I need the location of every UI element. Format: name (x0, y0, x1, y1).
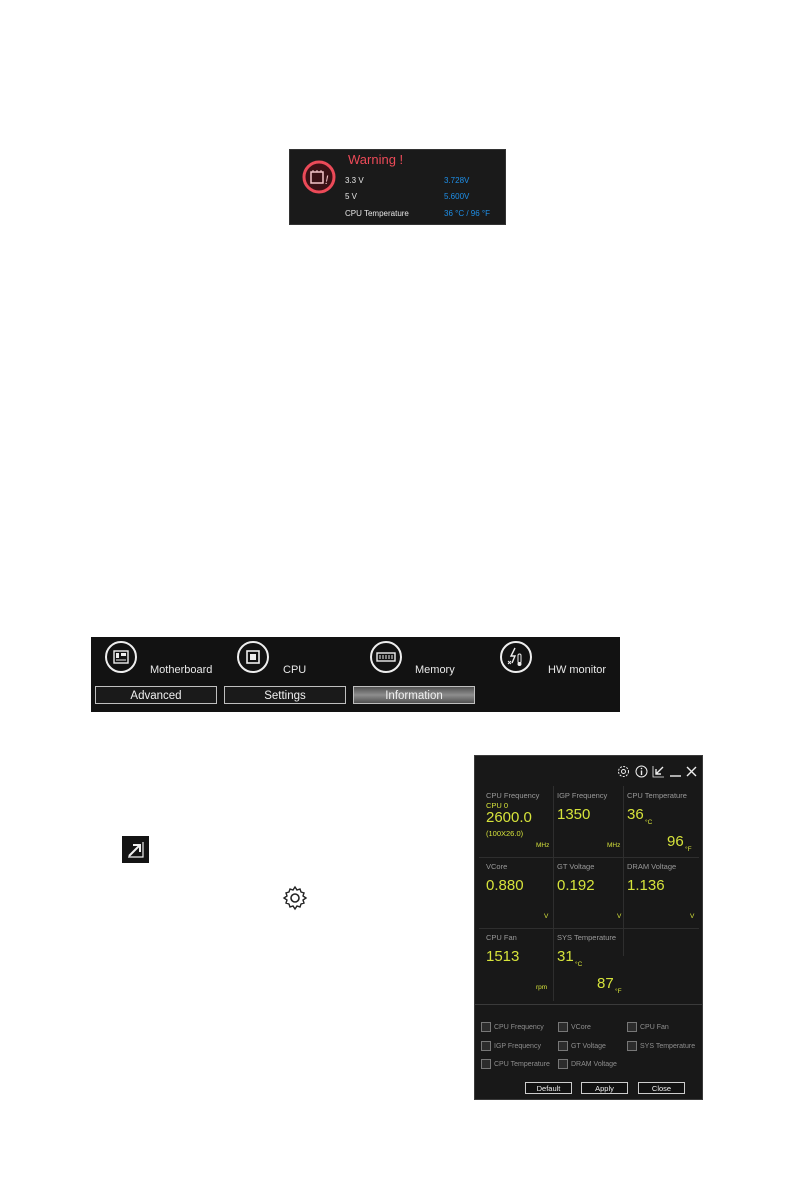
memory-icon (369, 640, 403, 674)
menu-item-label: HW monitor (548, 664, 607, 676)
gear-icon (282, 885, 308, 911)
metric-unit-secondary: °F (615, 988, 622, 995)
metric-value: 1.136 (627, 877, 665, 894)
metric-value: 1513 (486, 948, 520, 965)
checkbox-label: CPU Temperature (494, 1060, 550, 1068)
checkbox-label: GT Voltage (571, 1042, 606, 1050)
checkbox-cpu-frequency[interactable] (481, 1022, 544, 1032)
metric-value-secondary: 96 (667, 833, 684, 850)
checkbox-gt-voltage[interactable] (558, 1041, 606, 1051)
metric-unit: V (544, 913, 549, 920)
checkbox-vcore[interactable] (558, 1022, 591, 1032)
close-icon[interactable] (685, 765, 698, 778)
warning-value: 36 °C / 96 °F (444, 209, 490, 218)
checkbox-label: CPU Frequency (494, 1023, 544, 1031)
metric-label: VCore (486, 862, 508, 871)
apply-button[interactable]: Apply (581, 1082, 628, 1094)
checkbox-label: IGP Frequency (494, 1042, 541, 1050)
metric-detail: (100X26.0) (486, 829, 524, 838)
metric-value: 0.192 (557, 877, 595, 894)
metric-value-secondary: 87 (597, 975, 614, 992)
metric-unit: V (690, 913, 695, 920)
warning-value: 3.728V (444, 176, 470, 185)
checkbox[interactable] (627, 1041, 637, 1051)
metric-unit: rpm (536, 984, 548, 991)
default-button[interactable]: Default (525, 1082, 572, 1094)
checkbox-label: SYS Temperature (640, 1042, 696, 1050)
checkbox-label: VCore (571, 1023, 591, 1031)
checkbox[interactable] (481, 1041, 491, 1051)
metric-unit-secondary: °F (685, 846, 692, 853)
hw-monitor-icon (499, 640, 533, 674)
cpu-icon (236, 640, 270, 674)
close-button[interactable]: Close (638, 1082, 685, 1094)
metric-value: 1350 (557, 806, 591, 823)
metric-label: CPU Fan (486, 933, 517, 942)
checkbox-dram-voltage[interactable] (558, 1059, 617, 1069)
tab-information[interactable]: Information (353, 686, 475, 704)
info-icon[interactable] (635, 765, 648, 778)
checkbox-cpu-fan[interactable] (627, 1022, 669, 1032)
metric-label: CPU Frequency (486, 791, 540, 800)
metric-unit: °C (575, 961, 583, 968)
checkbox-label: CPU Fan (640, 1023, 669, 1031)
checkbox[interactable] (481, 1022, 491, 1032)
tab-settings[interactable]: Settings (224, 686, 346, 704)
checkbox[interactable] (558, 1041, 568, 1051)
metric-value: 36 (627, 806, 644, 823)
warning-label: 3.3 V (345, 176, 364, 185)
menu-item-label: CPU (283, 664, 307, 676)
metric-unit: MHz (607, 842, 621, 849)
metric-unit: MHz (536, 842, 550, 849)
warning-popup (289, 149, 506, 225)
metric-cpu-frequency (486, 791, 556, 862)
metric-igp-frequency (557, 791, 627, 862)
metric-unit: V (617, 913, 622, 920)
restore-icon[interactable] (652, 765, 665, 778)
metric-label: DRAM Voltage (627, 862, 677, 871)
metric-cpu-fan (486, 933, 556, 1004)
warning-title: Warning ! (348, 152, 404, 167)
metric-value: 31 (557, 948, 574, 965)
metric-vcore (486, 862, 556, 933)
metric-value: 2600.0 (486, 809, 532, 826)
warning-label: CPU Temperature (345, 209, 409, 218)
warning-value: 5.600V (444, 192, 470, 201)
checkbox-label: DRAM Voltage (571, 1060, 617, 1068)
metric-dram-voltage (627, 862, 697, 933)
checkbox-cpu-temperature[interactable] (481, 1059, 550, 1069)
metric-sublabel: CPU 0 (486, 801, 509, 810)
checkbox[interactable] (481, 1059, 491, 1069)
metric-sys-temperature (557, 933, 627, 1004)
checkbox-igp-frequency[interactable] (481, 1041, 541, 1051)
minimize-icon[interactable] (669, 765, 682, 778)
metric-cpu-temperature (627, 791, 697, 862)
menu-item-label: Motherboard (150, 664, 213, 676)
metric-unit: °C (645, 819, 653, 826)
metric-label: SYS Temperature (557, 933, 617, 942)
menu-item-label: Memory (415, 664, 455, 676)
settings-icon[interactable] (617, 765, 630, 778)
metric-label: CPU Temperature (627, 791, 687, 800)
checkbox[interactable] (558, 1022, 568, 1032)
warning-chip-icon (301, 159, 337, 195)
main-menu-bar (91, 637, 620, 712)
checkbox-sys-temperature[interactable] (627, 1041, 695, 1051)
metric-value: 0.880 (486, 877, 524, 894)
expand-arrow-icon (122, 836, 149, 863)
metric-label: IGP Frequency (557, 791, 608, 800)
checkbox[interactable] (558, 1059, 568, 1069)
tab-advanced[interactable]: Advanced (95, 686, 217, 704)
metric-gt-voltage (557, 862, 627, 933)
svg-text:!: ! (325, 173, 329, 187)
panel-separator (475, 1004, 702, 1005)
hw-monitor-panel (474, 755, 703, 1100)
checkbox[interactable] (627, 1022, 637, 1032)
warning-label: 5 V (345, 192, 358, 201)
motherboard-icon (104, 640, 138, 674)
metric-label: GT Voltage (557, 862, 595, 871)
